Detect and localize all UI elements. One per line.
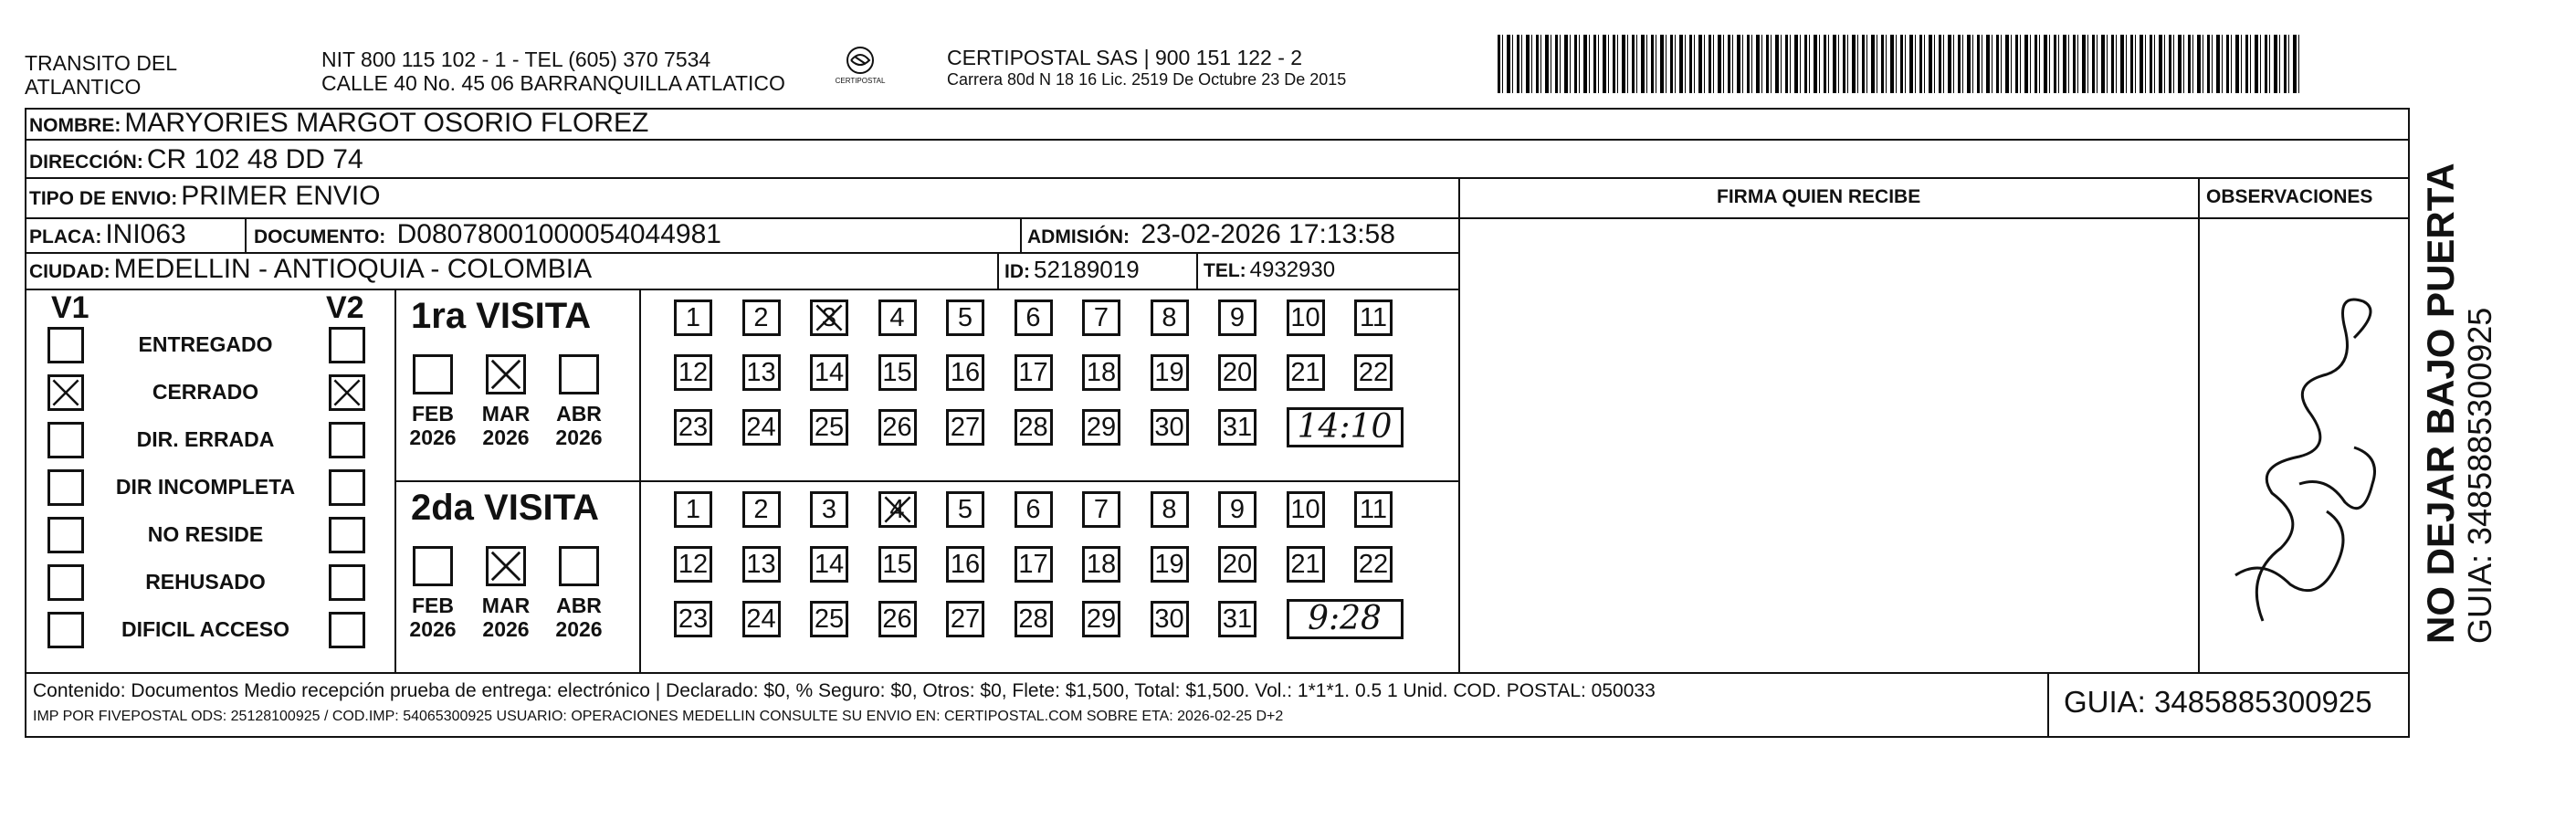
id-label: ID: bbox=[1004, 261, 1030, 282]
month-name: MAR bbox=[481, 594, 531, 617]
footer-guide-divider bbox=[2047, 672, 2049, 738]
first-visit-month-checkbox[interactable] bbox=[486, 354, 526, 394]
second-visit-time-box[interactable]: 9:28 bbox=[1287, 599, 1404, 639]
delivery-form bbox=[25, 108, 2410, 738]
row-divider bbox=[25, 289, 1458, 290]
v2-checkbox[interactable] bbox=[329, 564, 365, 601]
address-row bbox=[29, 144, 363, 175]
v2-checkbox[interactable] bbox=[329, 517, 365, 553]
month-year: 2026 bbox=[409, 617, 457, 641]
month-name: ABR bbox=[556, 402, 602, 426]
v1-checkbox[interactable] bbox=[47, 327, 84, 363]
first-visit-month-label bbox=[474, 402, 538, 449]
admission-row bbox=[1027, 219, 1395, 250]
first-visit-day-8[interactable]: 8 bbox=[1151, 300, 1189, 336]
side-notice bbox=[2420, 163, 2498, 644]
second-visit-day-17[interactable]: 17 bbox=[1015, 546, 1053, 583]
second-visit-day-24[interactable]: 24 bbox=[742, 601, 781, 637]
v2-checkbox[interactable] bbox=[329, 469, 365, 506]
month-name: FEB bbox=[412, 594, 454, 617]
first-visit-day-21[interactable]: 21 bbox=[1287, 354, 1325, 391]
document-value: D08078001000054044981 bbox=[396, 219, 721, 249]
tel-row bbox=[1204, 258, 1335, 283]
tel-value: 4932930 bbox=[1249, 258, 1336, 282]
second-visit-day-13[interactable]: 13 bbox=[742, 546, 781, 583]
second-visit-day-22[interactable]: 22 bbox=[1354, 546, 1393, 583]
logo-text: CERTIPOSTAL bbox=[835, 77, 886, 85]
second-visit-day-4[interactable] bbox=[878, 491, 917, 528]
first-visit-day-11[interactable]: 11 bbox=[1354, 300, 1393, 336]
first-visit-day-15[interactable]: 15 bbox=[878, 354, 917, 391]
barcode bbox=[1498, 35, 2299, 93]
side-guide: GUIA: 3485885300925 bbox=[2461, 307, 2498, 644]
second-visit-day-31[interactable]: 31 bbox=[1218, 601, 1256, 637]
first-visit-day-3[interactable] bbox=[810, 300, 848, 336]
second-visit-day-15[interactable]: 15 bbox=[878, 546, 917, 583]
signature bbox=[2208, 274, 2400, 639]
month-year: 2026 bbox=[409, 426, 457, 449]
sender-contact bbox=[321, 47, 785, 95]
row-divider bbox=[25, 177, 2410, 179]
admission-value: 23-02-2026 17:13:58 bbox=[1141, 219, 1395, 249]
v2-checkbox[interactable] bbox=[329, 327, 365, 363]
visit-separator bbox=[394, 480, 1458, 482]
type-label: TIPO DE ENVIO: bbox=[29, 188, 178, 209]
second-visit-day-20[interactable]: 20 bbox=[1218, 546, 1256, 583]
first-visit-day-29[interactable]: 29 bbox=[1082, 409, 1120, 446]
v1-checkbox[interactable] bbox=[47, 469, 84, 506]
v1-checkbox[interactable] bbox=[47, 612, 84, 648]
v2-checkbox[interactable] bbox=[329, 374, 365, 411]
sender-name bbox=[25, 51, 177, 99]
plate-label: PLACA: bbox=[29, 226, 102, 247]
month-name: MAR bbox=[481, 402, 531, 426]
second-visit-day-7[interactable]: 7 bbox=[1082, 491, 1120, 528]
first-visit-day-13[interactable]: 13 bbox=[742, 354, 781, 391]
first-visit-day-23[interactable]: 23 bbox=[674, 409, 712, 446]
day-number: 4 bbox=[889, 495, 905, 524]
month-year: 2026 bbox=[555, 426, 603, 449]
second-visit-day-30[interactable]: 30 bbox=[1151, 601, 1189, 637]
first-visit-day-16[interactable]: 16 bbox=[946, 354, 984, 391]
x-mark-icon bbox=[331, 377, 363, 408]
carrier-info bbox=[947, 46, 1346, 89]
first-visit-month-label bbox=[401, 402, 465, 449]
status-label: REHUSADO bbox=[145, 570, 266, 594]
status-label: DIFICIL ACCESO bbox=[121, 617, 289, 641]
second-visit-day-19[interactable]: 19 bbox=[1151, 546, 1189, 583]
first-visit-day-28[interactable]: 28 bbox=[1015, 409, 1053, 446]
first-visit-day-24[interactable]: 24 bbox=[742, 409, 781, 446]
x-mark-icon bbox=[489, 549, 523, 583]
first-visit-day-26[interactable]: 26 bbox=[878, 409, 917, 446]
sender-line1: TRANSITO DEL bbox=[25, 51, 177, 75]
second-visit-month-checkbox[interactable] bbox=[486, 546, 526, 586]
first-visit-day-17[interactable]: 17 bbox=[1015, 354, 1053, 391]
first-visit-day-30[interactable]: 30 bbox=[1151, 409, 1189, 446]
second-visit-month-label bbox=[474, 594, 538, 641]
city-label: CIUDAD: bbox=[29, 261, 110, 282]
name-label: NOMBRE: bbox=[29, 115, 121, 136]
second-visit-day-14[interactable]: 14 bbox=[810, 546, 848, 583]
second-visit-day-10[interactable]: 10 bbox=[1287, 491, 1325, 528]
observations-divider bbox=[2198, 177, 2200, 672]
v2-checkbox[interactable] bbox=[329, 612, 365, 648]
first-visit-day-14[interactable]: 14 bbox=[810, 354, 848, 391]
second-visit-day-23[interactable]: 23 bbox=[674, 601, 712, 637]
status-label: CERRADO bbox=[152, 380, 259, 404]
id-divider bbox=[997, 252, 999, 289]
first-visit-day-9[interactable]: 9 bbox=[1218, 300, 1256, 336]
id-value: 52189019 bbox=[1034, 256, 1140, 283]
v1-checkbox[interactable] bbox=[47, 517, 84, 553]
logo-icon bbox=[833, 44, 888, 95]
tel-label: TEL: bbox=[1204, 260, 1246, 281]
second-visit-day-28[interactable]: 28 bbox=[1015, 601, 1053, 637]
observations-header: OBSERVACIONES bbox=[2206, 186, 2373, 207]
plate-value: INI063 bbox=[105, 219, 186, 249]
second-visit-day-16[interactable]: 16 bbox=[946, 546, 984, 583]
type-row bbox=[29, 181, 381, 212]
recipient-name: MARYORIES MARGOT OSORIO FLOREZ bbox=[124, 108, 649, 138]
carrier-line: CERTIPOSTAL SAS | 900 151 122 - 2 bbox=[947, 46, 1303, 69]
shipment-type: PRIMER ENVIO bbox=[181, 181, 381, 211]
plate-divider bbox=[245, 217, 247, 254]
second-visit-title: 2da VISITA bbox=[411, 488, 599, 528]
admission-label: ADMISIÓN: bbox=[1027, 226, 1130, 247]
month-name: ABR bbox=[556, 594, 602, 617]
tel-divider bbox=[1196, 252, 1198, 289]
row-divider bbox=[25, 139, 2410, 141]
city-value: MEDELLIN - ANTIOQUIA - COLOMBIA bbox=[113, 254, 593, 284]
first-visit-day-6[interactable]: 6 bbox=[1015, 300, 1053, 336]
license-line: Carrera 80d N 18 16 Lic. 2519 De Octubre 23 De 2015 bbox=[947, 70, 1347, 89]
first-visit-day-5[interactable]: 5 bbox=[946, 300, 984, 336]
v2-checkbox[interactable] bbox=[329, 422, 365, 458]
second-visit-month-label bbox=[401, 594, 465, 641]
imp-line: IMP POR FIVEPOSTAL ODS: 25128100925 / COD.IMP: 54065300925 USUARIO: OPERACIONES MEDELLIN CONSULTE SU ENVIO EN: CERTIPOSTAL.COM SOBRE ETA: 2026-02-25 D+2 bbox=[33, 709, 1284, 724]
x-mark-icon bbox=[50, 377, 81, 408]
second-visit-day-2[interactable]: 2 bbox=[742, 491, 781, 528]
month-year: 2026 bbox=[555, 617, 603, 641]
first-visit-day-25[interactable]: 25 bbox=[810, 409, 848, 446]
row-divider bbox=[1458, 217, 2410, 219]
month-year: 2026 bbox=[482, 617, 530, 641]
second-visit-month-checkbox[interactable] bbox=[559, 546, 599, 586]
admission-divider bbox=[1020, 217, 1022, 254]
second-visit-day-29[interactable]: 29 bbox=[1082, 601, 1120, 637]
address-label: DIRECCIÓN: bbox=[29, 152, 143, 173]
sender-address: CALLE 40 No. 45 06 BARRANQUILLA ATLATICO bbox=[321, 71, 785, 95]
second-visit-day-9[interactable]: 9 bbox=[1218, 491, 1256, 528]
second-visit-day-8[interactable]: 8 bbox=[1151, 491, 1189, 528]
second-visit-day-6[interactable]: 6 bbox=[1015, 491, 1053, 528]
second-visit-day-5[interactable]: 5 bbox=[946, 491, 984, 528]
v1-checkbox[interactable] bbox=[47, 422, 84, 458]
document-label: DOCUMENTO: bbox=[254, 226, 386, 247]
nit-line: NIT 800 115 102 - 1 - TEL (605) 370 7534 bbox=[321, 47, 711, 71]
month-name: FEB bbox=[412, 402, 454, 426]
certipostal-logo bbox=[833, 44, 888, 95]
document-row bbox=[254, 219, 721, 250]
second-visit-day-27[interactable]: 27 bbox=[946, 601, 984, 637]
status-label: NO RESIDE bbox=[147, 522, 264, 546]
second-visit-day-21[interactable]: 21 bbox=[1287, 546, 1325, 583]
first-visit-month-label bbox=[547, 402, 611, 449]
first-visit-day-31[interactable]: 31 bbox=[1218, 409, 1256, 446]
second-visit-month-checkbox[interactable] bbox=[413, 546, 453, 586]
first-visit-day-18[interactable]: 18 bbox=[1082, 354, 1120, 391]
no-under-door-notice: NO DEJAR BAJO PUERTA bbox=[2419, 163, 2462, 644]
footer-divider bbox=[25, 672, 2410, 674]
signature-header: FIRMA QUIEN RECIBE bbox=[1717, 186, 1921, 207]
status-label: ENTREGADO bbox=[138, 332, 273, 356]
first-visit-day-22[interactable]: 22 bbox=[1354, 354, 1393, 391]
first-visit-day-12[interactable]: 12 bbox=[674, 354, 712, 391]
second-visit-day-1[interactable]: 1 bbox=[674, 491, 712, 528]
signature-divider bbox=[1458, 177, 1460, 672]
id-row bbox=[1004, 254, 1140, 285]
day-number: 3 bbox=[821, 303, 837, 332]
calendar-divider bbox=[639, 289, 641, 672]
name-row bbox=[29, 108, 648, 139]
first-visit-day-7[interactable]: 7 bbox=[1082, 300, 1120, 336]
first-visit-day-20[interactable]: 20 bbox=[1218, 354, 1256, 391]
first-visit-time-box[interactable]: 14:10 bbox=[1287, 407, 1404, 447]
second-visit-day-12[interactable]: 12 bbox=[674, 546, 712, 583]
first-visit-day-19[interactable]: 19 bbox=[1151, 354, 1189, 391]
first-visit-month-checkbox[interactable] bbox=[559, 354, 599, 394]
second-visit-day-18[interactable]: 18 bbox=[1082, 546, 1120, 583]
sender-line2: ATLANTICO bbox=[25, 75, 142, 99]
v2-label: V2 bbox=[326, 290, 364, 325]
city-row bbox=[29, 254, 592, 285]
second-visit-day-11[interactable]: 11 bbox=[1354, 491, 1393, 528]
first-visit-day-27[interactable]: 27 bbox=[946, 409, 984, 446]
content-line: Contenido: Documentos Medio recepción prueba de entrega: electrónico | Declarado: $0, % Seguro: $0, Otros: $0, Flete: $1,500, Total: $1,500. Vol.: 1*1*1. 0.5 1 Unid. COD. POSTAL: 050033 bbox=[33, 680, 1656, 701]
second-visit-day-25[interactable]: 25 bbox=[810, 601, 848, 637]
footer-guide: GUIA: 3485885300925 bbox=[2064, 685, 2372, 719]
v1-checkbox[interactable] bbox=[47, 374, 84, 411]
v1-label: V1 bbox=[51, 290, 89, 325]
first-visit-day-10[interactable]: 10 bbox=[1287, 300, 1325, 336]
month-year: 2026 bbox=[482, 426, 530, 449]
first-visit-month-checkbox[interactable] bbox=[413, 354, 453, 394]
first-visit-day-4[interactable]: 4 bbox=[878, 300, 917, 336]
recipient-address: CR 102 48 DD 74 bbox=[146, 144, 363, 174]
second-visit-day-3[interactable]: 3 bbox=[810, 491, 848, 528]
v1-checkbox[interactable] bbox=[47, 564, 84, 601]
plate-row bbox=[29, 219, 186, 250]
signature-icon bbox=[2208, 274, 2400, 639]
x-mark-icon bbox=[489, 357, 523, 392]
second-visit-day-26[interactable]: 26 bbox=[878, 601, 917, 637]
second-visit-month-label bbox=[547, 594, 611, 641]
status-label: DIR. ERRADA bbox=[136, 427, 275, 451]
first-visit-day-2[interactable]: 2 bbox=[742, 300, 781, 336]
first-visit-day-1[interactable]: 1 bbox=[674, 300, 712, 336]
status-label: DIR INCOMPLETA bbox=[115, 475, 296, 499]
first-visit-title: 1ra VISITA bbox=[411, 296, 592, 336]
